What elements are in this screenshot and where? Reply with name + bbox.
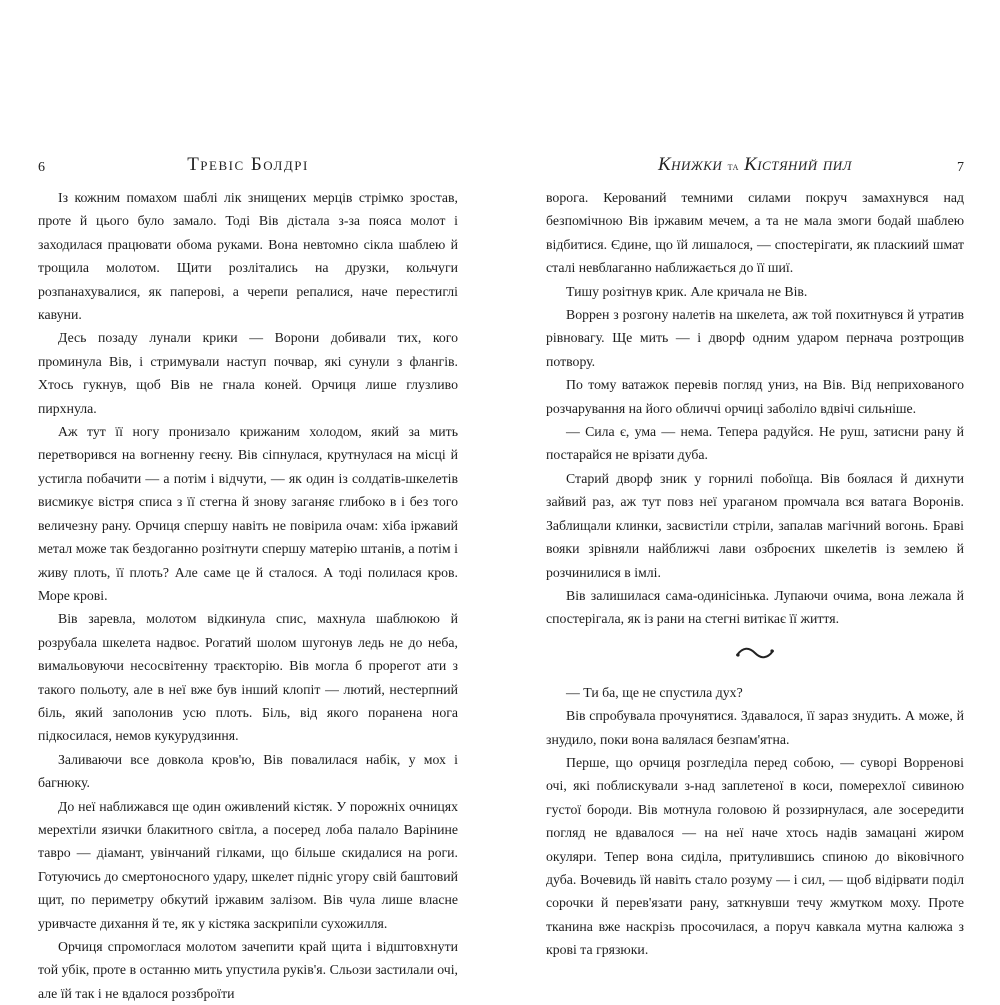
paragraph: Десь позаду лунали крики — Ворони добивали тих, кого проминула Вів, і стримували наступ почвар, які сунули з флангів. Хтось гукнув, щоб Вів не гнала коней. Орчиця лише глузливо пирхнула. [38, 330, 458, 416]
paragraph: — Ти ба, ще не спустила дух? [566, 684, 743, 700]
paragraph: По тому ватажок перевів погляд униз, на Вів. Від неприхованого розчарування на його обличчі орчиці заболіло вдвічі сильніше. [546, 377, 964, 416]
paragraph: До неї наближався ще один оживлений кістяк. У порожніх очницях мерехтіли язички блакитного світла, а посеред лоба палало Варінине тавро — діамант, увінчаний гілками, що більше скидалися на роги. Готуючись до смертоносного удару, шкелет підніс угору свій баштовий щит, по периметру обкутий іржавим залізом. Вів чула лише власне уривчасте дихання й те, як у кістяка заскрипіли сухожилля. [38, 798, 458, 931]
title-part-2: Кістяний пил [744, 154, 852, 175]
left-page [38, 150, 458, 1005]
paragraph: — Сила є, ума — нема. Тепера радуйся. Не руш, затисни рану й постарайся не врізати дуба. [546, 424, 964, 463]
paragraph: Вів заревла, молотом відкинула спис, махнула шаблюкою й розрубала шкелета надвоє. Рогатий шолом шугонув ледь не до неба, вимальовуючи несосвітенну траєкторію. Вів могла б прорегот ати з такого польоту, але в неї вже був інший клопіт — лютий, нестерпний біль, який заполонив усю плоть. Біль, від якого поранена нога підкосилася, немов кукурудзиння. [38, 611, 458, 744]
author-running-head: Тревіс Болдрі [187, 154, 309, 175]
paragraph: Орчиця спромоглася молотом зачепити край щита і відштовхнути той убік, проте в останню мить упустила руків'я. Сльози застилали очі, але їй так і не вдалося роззброїти [38, 939, 458, 1001]
paragraph: Аж тут її ногу пронизало крижаним холодом, який за мить перетворився на вогненну геєну. Вів сіпнулася, крутнулася на місці й устигла побачити — а потім і відчути, — як один із солдатів-шкелетів висмикує вістря списа з її стегна й знову заганяє глибоко в і без того величезну рану. Орчиця спершу навіть не повірила очам: хіба іржавий метал може так бездоганно розітнути спершу матерію штанів, а потім і живу плоть, її плоть? Але саме це й сталося. А тоді полилася кров. Море крові. [38, 424, 458, 603]
paragraph: Старий дворф зник у горнилі побоїща. Вів боялася й дихнути зайвий раз, аж тут повз неї ураганом промчала вся ватага Воронів. Заблищали клинки, засвистіли стріли, запалав магічний вогонь. Браві вояки зрівняли найближчі лави озброєних шкелетів із землею й розчинилися в імлі. [546, 470, 964, 580]
left-body-text [38, 186, 458, 1005]
title-part-1: Книжки [658, 154, 723, 175]
paragraph: Вів спробувала прочунятися. Здавалося, її зараз знудить. А може, й знудило, поки вона валялася безпам'ятна. [546, 708, 964, 747]
right-page [546, 150, 964, 962]
left-page-number: 6 [38, 160, 45, 175]
paragraph: Воррен з розгону налетів на шкелета, аж той похитнувся й утратив рівновагу. Ще мить — і дворф одним ударом перначa розтрощив потвору. [546, 307, 964, 369]
section-break-ornament-icon [546, 645, 964, 669]
paragraph: ворога. Керований темними силами покруч замахнувся над безпомічною Вів іржавим мечем, а та не мала змоги бодай шаблею відбитися. Єдине, що їй лишалося, — спостерігати, як пласкиий шмат сталі невблаганно наближається до її шиї. [546, 190, 964, 276]
right-page-number: 7 [957, 160, 964, 175]
paragraph: Перше, що орчиця розгледіла перед собою, — суворі Ворренові очі, які поблискували з-над заплетеної в коси, померехлої сивиною густої бороди. Вів мотнула головою й роззирнулася, але зосередити погляд не вдавалося — на неї наче хтось надів замацані жиром окуляри. Тепер вона сиділа, притулившись спиною до віковічного дуба. Вочевидь їй навіть стало розуму — і сил, — щоб відірвати поділ сорочки й перев'язати рану, заткнувши течу жмутком моху. Проте тканина вже наскрізь просочилася, а поруч кавкала мутна калюжа з крові та грязюки. [546, 754, 964, 958]
paragraph: Із кожним помахом шаблі лік знищених мерців стрімко зростав, проте й цього було замало. Тоді Вів дістала з-за пояса молот і заходилася працювати обома руками. Вона невтомно сікла шаблею й трощила молотом. Щити розлітались на друзки, кольчуги розпанахувалися, як паперові, а черепи репалися, наче перестиглі кавуни. [38, 190, 458, 323]
title-conjunction: та [727, 161, 739, 173]
book-title-running-head [546, 154, 964, 176]
paragraph: Заливаючи все довкола кров'ю, Вів повалилася набік, у мох і багнюку. [38, 751, 458, 791]
paragraph: Вів залишилася сама-одинісінька. Лупаючи очима, вона лежала й спостерігала, як із рани на стегні витікає її життя. [546, 587, 964, 627]
right-running-head [546, 150, 964, 180]
left-running-head [38, 150, 458, 180]
paragraph: Тишу розітнув крик. Але кричала не Вів. [566, 283, 808, 299]
right-body-text [546, 186, 964, 962]
